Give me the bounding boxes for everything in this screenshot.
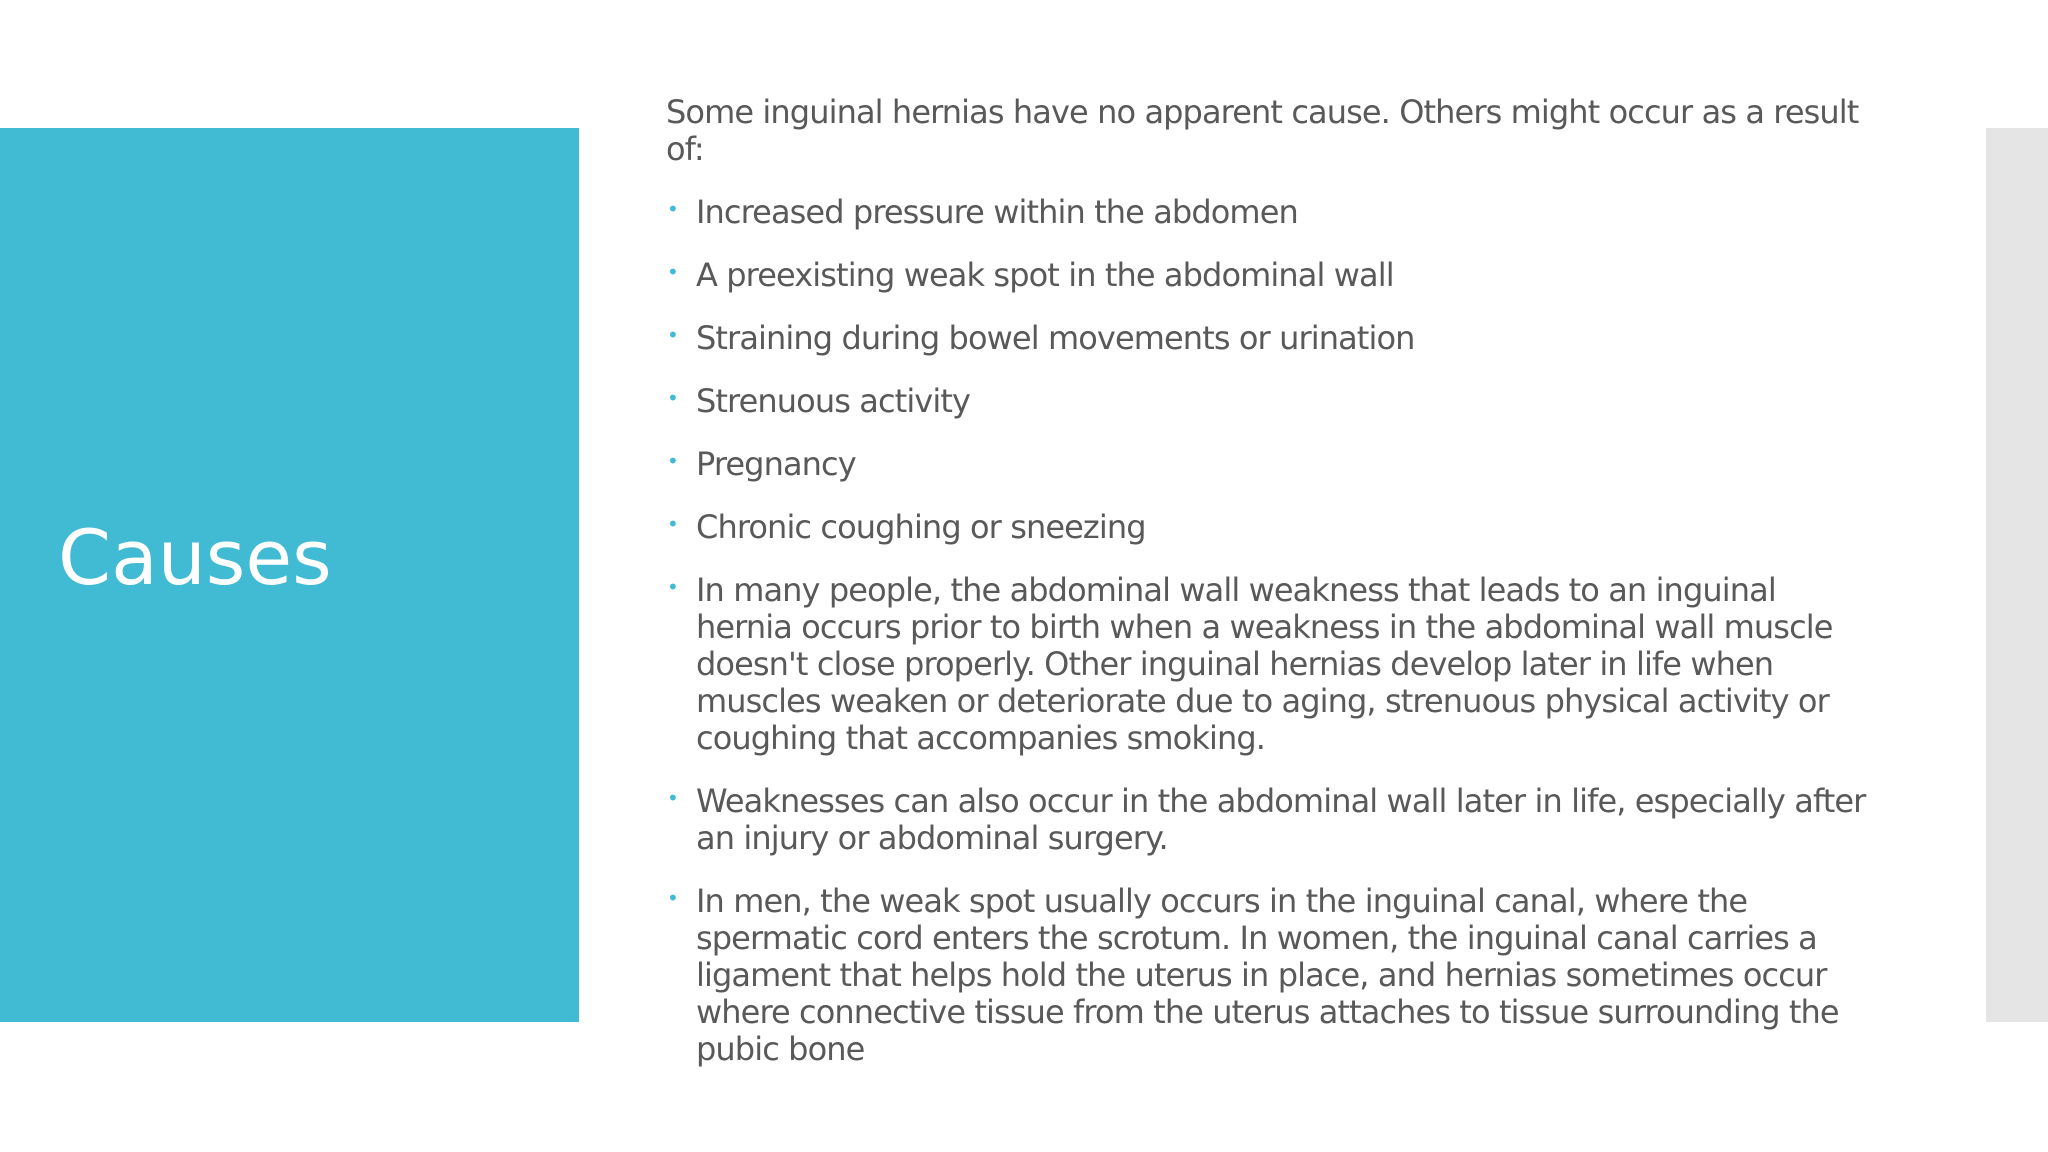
right-accent-bar (1986, 128, 2048, 1022)
list-item (666, 509, 1876, 546)
bullet-text: Straining during bowel movements or urination (696, 319, 1415, 357)
bullet-icon: • (667, 323, 678, 347)
slide-title: Causes (58, 513, 332, 602)
bullet-text: Weaknesses can also occur in the abdominal wall later in life, especially after an injury or abdominal surgery. (696, 782, 1866, 857)
intro-text: Some inguinal hernias have no apparent cause. Others might occur as a result of: (666, 93, 1859, 168)
bullet-icon: • (667, 786, 678, 810)
list-item (666, 194, 1876, 231)
bullet-text: In many people, the abdominal wall weakness that leads to an inguinal hernia occurs prior to birth when a weakness in the abdominal wall muscle doesn't close properly. Other inguinal hernias develop later in life when muscles weaken or deteriorate due to aging, strenuous physical activity or coughing that accompanies smoking. (696, 571, 1833, 757)
bullet-text: Strenuous activity (696, 382, 971, 420)
bullet-icon: • (667, 575, 678, 599)
bullet-text: Increased pressure within the abdomen (696, 193, 1298, 231)
list-item (666, 783, 1876, 857)
list-item (666, 446, 1876, 483)
bullet-icon: • (667, 260, 678, 284)
bullet-text: Pregnancy (696, 445, 856, 483)
list-item (666, 257, 1876, 294)
bullet-list (666, 194, 1876, 1068)
list-item (666, 883, 1876, 1068)
bullet-text: In men, the weak spot usually occurs in the inguinal canal, where the spermatic cord enters the scrotum. In women, the inguinal canal carries a ligament that helps hold the uterus in place, and hernias sometimes occur where connective tissue from the uterus attaches to tissue surrounding the pubic bone (696, 882, 1839, 1068)
bullet-text: A preexisting weak spot in the abdominal wall (696, 256, 1394, 294)
bullet-text: Chronic coughing or sneezing (696, 508, 1146, 546)
list-item (666, 320, 1876, 357)
bullet-icon: • (667, 386, 678, 410)
bullet-icon: • (667, 197, 678, 221)
slide-content (666, 94, 1876, 1094)
bullet-icon: • (667, 449, 678, 473)
list-item (666, 572, 1876, 757)
bullet-icon: • (667, 886, 678, 910)
list-item (666, 383, 1876, 420)
bullet-icon: • (667, 512, 678, 536)
